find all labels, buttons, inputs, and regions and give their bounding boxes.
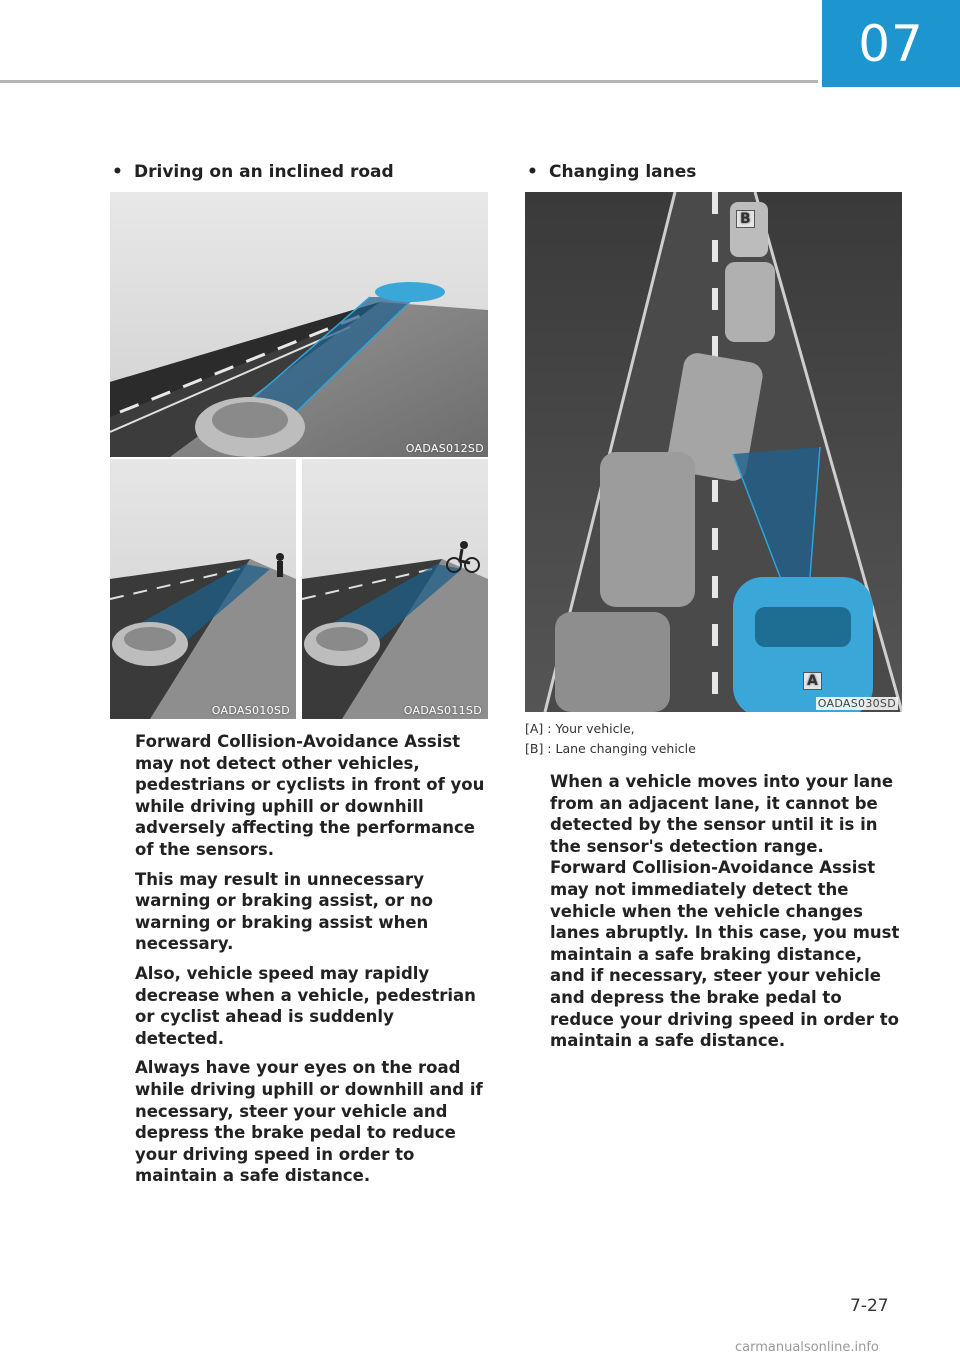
section-heading-changing-lanes <box>527 162 696 182</box>
section-heading-inclined-road <box>112 162 394 182</box>
figure-code: OADAS030SD <box>817 697 896 710</box>
legend-item: [A] : Your vehicle, <box>525 721 635 736</box>
figure-legend <box>525 719 905 759</box>
paragraph: This may result in unnecessary warning or braking assist, or no warning or braking assist when necessary. <box>135 869 433 954</box>
heading-text: Driving on an inclined road <box>134 162 394 182</box>
bullet-icon: • <box>527 162 538 182</box>
figure-inclined-road-cyclist <box>302 459 488 719</box>
figure-inclined-road-pedestrian <box>110 459 296 719</box>
paragraph: When a vehicle moves into your lane from an adjacent lane, it cannot be detected by the sensor until it is in the sensor's detection range. Forward Collision-Avoidance Assist may not immediately detect the vehicle when the vehicle changes lanes abruptly. In this case, you must maintain a safe braking distance, and if necessary, steer your vehicle and depress the brake pedal to reduce your driving speed in order to maintain a safe distance. <box>550 772 900 1051</box>
legend-item: [B] : Lane changing vehicle <box>525 741 696 756</box>
inclined-road-description <box>135 731 485 1195</box>
paragraph: Forward Collision-Avoidance Assist may not detect other vehicles, pedestrians or cyclists in front of you while driving uphill or downhill adversely affecting the performance of the sensors. <box>135 732 485 859</box>
heading-text: Changing lanes <box>549 162 697 182</box>
label-b: B <box>736 210 755 228</box>
chapter-tab: 07 <box>822 0 960 87</box>
figure-code: OADAS010SD <box>211 704 290 717</box>
label-a: A <box>803 672 822 690</box>
changing-lanes-description <box>550 771 902 1060</box>
figure-inclined-road-main <box>110 192 488 457</box>
header-rule <box>0 80 818 83</box>
watermark: carmanualsonline.info <box>735 1340 879 1355</box>
figure-code: OADAS012SD <box>405 442 484 455</box>
figure-changing-lanes <box>525 192 902 712</box>
page-number: 7-27 <box>850 1296 889 1316</box>
paragraph: Also, vehicle speed may rapidly decrease when a vehicle, pedestrian or cyclist ahead is suddenly detected. <box>135 963 476 1048</box>
figure-code: OADAS011SD <box>403 704 482 717</box>
bullet-icon: • <box>112 162 123 182</box>
paragraph: Always have your eyes on the road while driving uphill or downhill and if necessary, steer your vehicle and depress the brake pedal to reduce your driving speed in order to maintain a safe distance. <box>135 1058 483 1186</box>
